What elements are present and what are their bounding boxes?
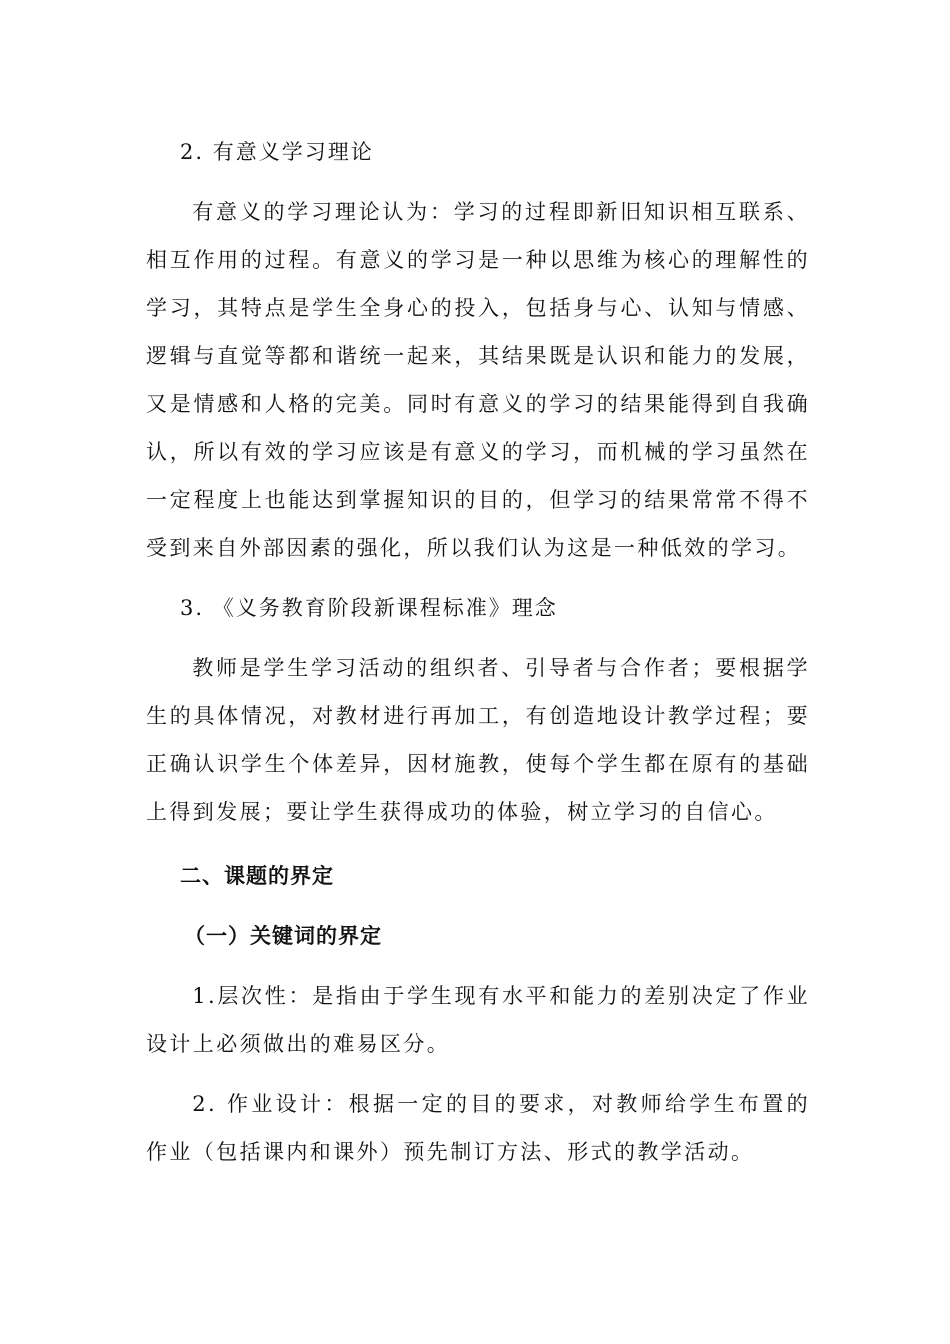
heading-meaningful-learning-theory: 2. 有意义学习理论 xyxy=(180,140,374,164)
document-body xyxy=(146,128,810,1188)
paragraph-curriculum-standard: 教师是学生学习活动的组织者、引导者与合作者；要根据学生的具体情况，对教材进行再加工，有创造地设计教学过程；要正确认识学生个体差异，因材施教，使每个学生都在原有的基础上得到发展；要让学生获得成功的体验，树立学习的自信心。 xyxy=(146,656,810,824)
paragraph-definition-homework-design: 2. 作业设计：根据一定的目的要求，对教师给学生布置的作业（包括课内和课外）预先制订方法、形式的教学活动。 xyxy=(146,1092,810,1164)
paragraph-meaningful-learning: 有意义的学习理论认为：学习的过程即新旧知识相互联系、相互作用的过程。有意义的学习是一种以思维为核心的理解性的学习，其特点是学生全身心的投入，包括身与心、认知与情感、逻辑与直觉等都和谐统一起来，其结果既是认识和能力的发展，又是情感和人格的完美。同时有意义的学习的结果能得到自我确认，所以有效的学习应该是有意义的学习，而机械的学习虽然在一定程度上也能达到掌握知识的目的，但学习的结果常常不得不受到来自外部因素的强化，所以我们认为这是一种低效的学习。 xyxy=(146,200,810,560)
paragraph-definition-hierarchy: 1.层次性：是指由于学生现有水平和能力的差别决定了作业设计上必须做出的难易区分。 xyxy=(146,984,810,1056)
heading-topic-definition: 二、课题的界定 xyxy=(180,864,334,888)
heading-keyword-definition: （一）关键词的界定 xyxy=(184,924,382,948)
heading-curriculum-standard: 3. 《义务教育阶段新课程标准》理念 xyxy=(180,596,558,620)
